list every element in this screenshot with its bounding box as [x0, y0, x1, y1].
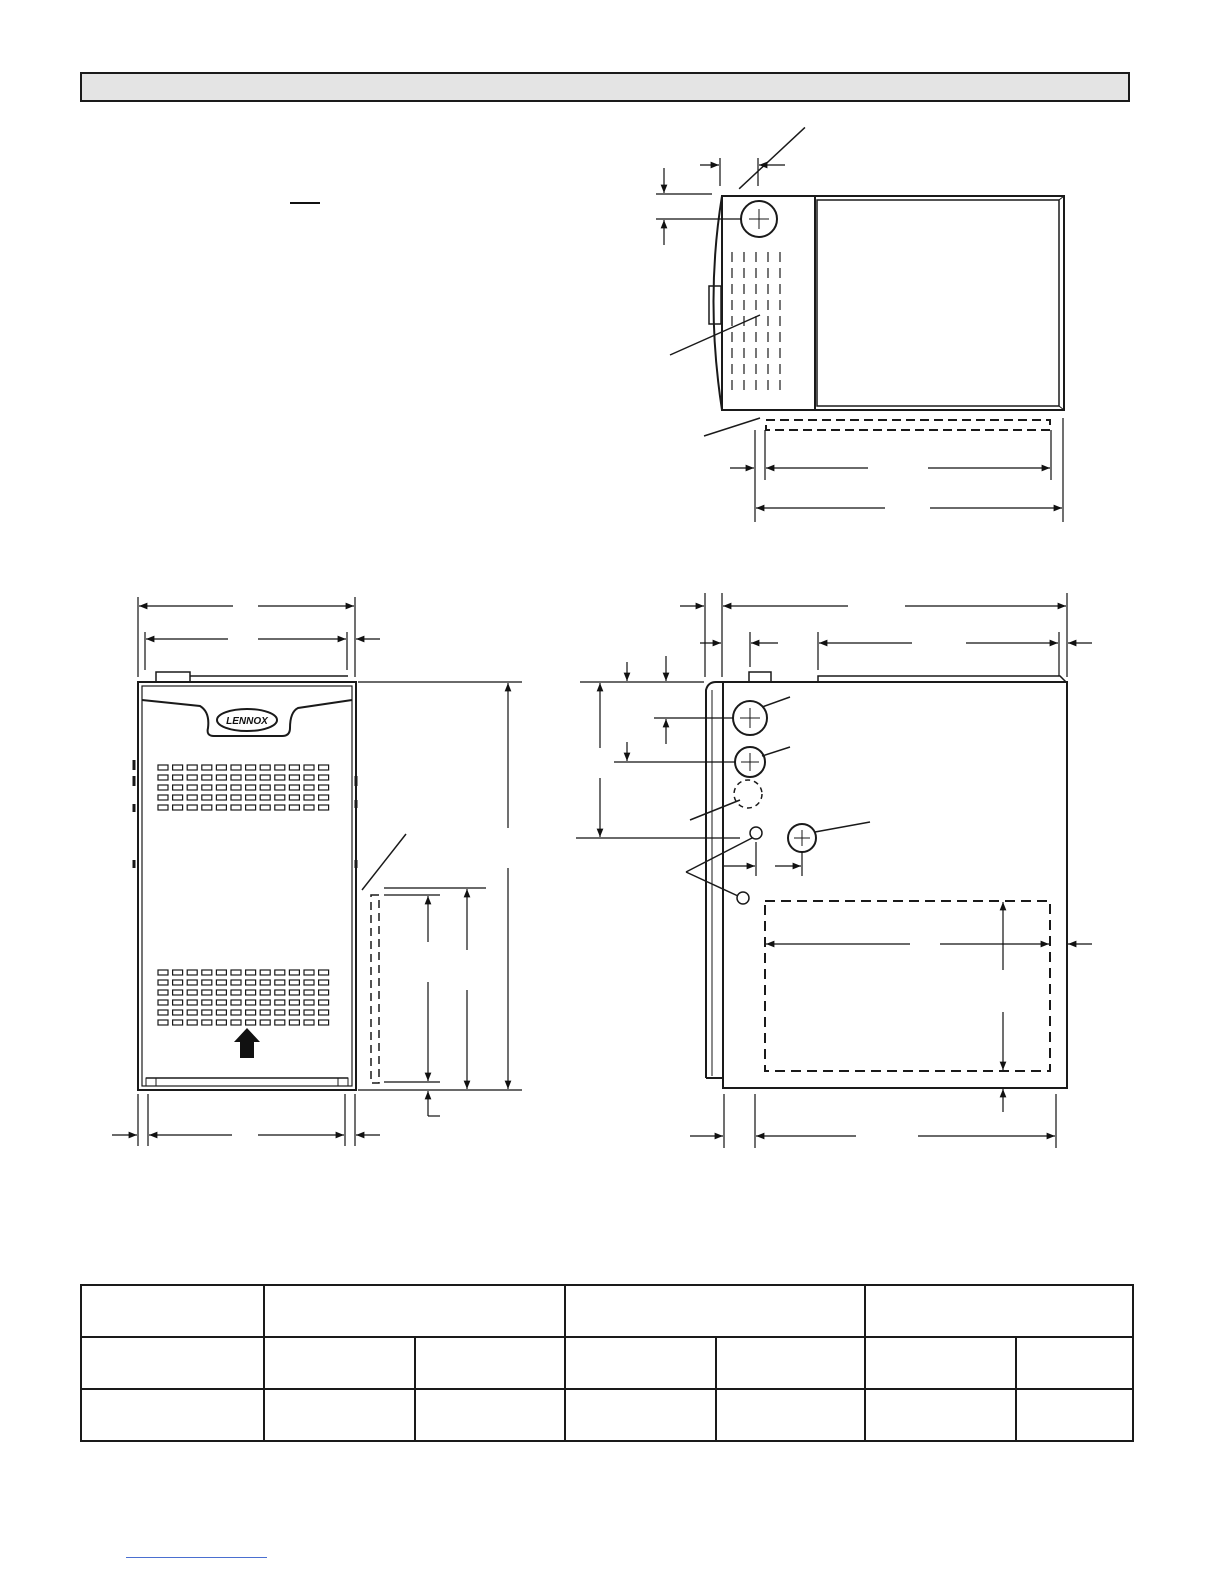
table-cell [865, 1389, 1016, 1441]
louver-slot [216, 970, 226, 975]
louver-slot [158, 1000, 168, 1005]
louver-slot [173, 970, 183, 975]
louver-slot [260, 795, 270, 800]
louver-slot [260, 970, 270, 975]
table-cell [264, 1285, 565, 1337]
front-lower-louvers [158, 970, 329, 1025]
side-view [686, 672, 1067, 1088]
louver-slot [158, 1020, 168, 1025]
louver-slot [289, 785, 299, 790]
louver-slot [275, 1010, 285, 1015]
table-cell [415, 1337, 565, 1389]
louver-slot [304, 765, 314, 770]
louver-slot [231, 970, 241, 975]
louver-slot [319, 1000, 329, 1005]
louver-slot [158, 980, 168, 985]
louver-slot [304, 805, 314, 810]
louver-slot [275, 1000, 285, 1005]
louver-slot [275, 805, 285, 810]
front-view [134, 672, 406, 1090]
louver-slot [319, 970, 329, 975]
louver-slot [216, 805, 226, 810]
louver-slot [289, 990, 299, 995]
lennox-logo-text: LENNOX [226, 716, 268, 727]
louver-slot [231, 1010, 241, 1015]
louver-slot [158, 805, 168, 810]
side-return-air-opening [765, 901, 1050, 1071]
louver-slot [319, 1020, 329, 1025]
louver-slot [275, 785, 285, 790]
dimension-table [80, 1284, 1134, 1442]
louver-slot [231, 775, 241, 780]
louver-slot [260, 990, 270, 995]
front-upper-louvers [158, 765, 329, 810]
table-row [81, 1337, 1133, 1389]
louver-slot [216, 795, 226, 800]
louver-slot [202, 805, 212, 810]
louver-slot [202, 980, 212, 985]
louver-slot [319, 990, 329, 995]
louver-slot [289, 1000, 299, 1005]
louver-slot [173, 980, 183, 985]
louver-slot [158, 785, 168, 790]
louver-slot [231, 805, 241, 810]
louver-slot [304, 775, 314, 780]
louver-slot [275, 775, 285, 780]
louver-slot [304, 795, 314, 800]
louver-slot [319, 765, 329, 770]
louver-slot [319, 1010, 329, 1015]
louver-slot [187, 795, 197, 800]
louver-slot [216, 990, 226, 995]
louver-slot [202, 1020, 212, 1025]
louver-slot [202, 785, 212, 790]
louver-slot [289, 805, 299, 810]
louver-slot [289, 1010, 299, 1015]
table-cell [81, 1389, 264, 1441]
louver-slot [216, 1010, 226, 1015]
louver-slot [202, 970, 212, 975]
louver-slot [275, 970, 285, 975]
louver-slot [187, 765, 197, 770]
louver-slot [173, 765, 183, 770]
louver-slot [187, 980, 197, 985]
louver-slot [304, 1000, 314, 1005]
louver-slot [246, 1010, 256, 1015]
table-cell [565, 1337, 716, 1389]
louver-slot [173, 805, 183, 810]
louver-slot [187, 1020, 197, 1025]
louver-slot [289, 970, 299, 975]
louver-slot [231, 990, 241, 995]
louver-slot [289, 765, 299, 770]
louver-slot [187, 1010, 197, 1015]
louver-slot [231, 1000, 241, 1005]
louver-slot [304, 1010, 314, 1015]
louver-slot [173, 795, 183, 800]
louver-slot [187, 805, 197, 810]
louver-slot [289, 1020, 299, 1025]
side-view-cabinet [723, 682, 1067, 1088]
front-view-dimensions [112, 597, 522, 1146]
louver-slot [187, 785, 197, 790]
louver-slot [158, 1010, 168, 1015]
table-row [81, 1285, 1133, 1337]
louver-slot [187, 1000, 197, 1005]
louver-slot [275, 795, 285, 800]
top-view-cabinet [722, 196, 1064, 410]
louver-slot [304, 990, 314, 995]
louver-slot [246, 970, 256, 975]
louver-slot [202, 765, 212, 770]
table-cell [865, 1337, 1016, 1389]
top-view-louvers [732, 252, 780, 390]
louver-slot [260, 765, 270, 770]
louver-slot [216, 765, 226, 770]
louver-slot [246, 785, 256, 790]
louver-slot [173, 1020, 183, 1025]
louver-slot [216, 980, 226, 985]
louver-slot [304, 970, 314, 975]
louver-slot [246, 1020, 256, 1025]
louver-slot [173, 775, 183, 780]
airflow-arrow-icon [234, 1028, 260, 1058]
table-row [81, 1389, 1133, 1441]
louver-slot [202, 990, 212, 995]
louver-slot [319, 805, 329, 810]
louver-slot [275, 990, 285, 995]
louver-slot [304, 980, 314, 985]
louver-slot [260, 1010, 270, 1015]
louver-slot [187, 970, 197, 975]
louver-slot [319, 775, 329, 780]
louver-slot [304, 785, 314, 790]
louver-slot [246, 990, 256, 995]
louver-slot [275, 980, 285, 985]
louver-slot [246, 795, 256, 800]
louver-slot [231, 795, 241, 800]
louver-slot [289, 980, 299, 985]
louver-slot [173, 990, 183, 995]
table-cell [565, 1389, 716, 1441]
louver-slot [231, 980, 241, 985]
louver-slot [319, 795, 329, 800]
louver-slot [246, 805, 256, 810]
side-return-opening-edge [371, 895, 379, 1083]
table-cell [264, 1389, 415, 1441]
louver-slot [246, 1000, 256, 1005]
louver-slot [158, 775, 168, 780]
electrical-inlet-opening [737, 892, 749, 904]
table-cell [1016, 1337, 1133, 1389]
top-view [670, 127, 1064, 436]
table-cell [1016, 1389, 1133, 1441]
louver-slot [319, 980, 329, 985]
louver-slot [231, 1020, 241, 1025]
louver-slot [319, 785, 329, 790]
louver-slot [158, 970, 168, 975]
top-view-dimensions [656, 158, 1063, 522]
louver-slot [158, 795, 168, 800]
louver-slot [173, 785, 183, 790]
louver-slot [246, 775, 256, 780]
louver-slot [202, 1010, 212, 1015]
louver-slot [158, 765, 168, 770]
table-cell [716, 1389, 865, 1441]
louver-slot [216, 1020, 226, 1025]
table-cell [81, 1285, 264, 1337]
louver-slot [173, 1010, 183, 1015]
table-cell [565, 1285, 865, 1337]
louver-slot [304, 1020, 314, 1025]
louver-slot [173, 1000, 183, 1005]
louver-slot [260, 1020, 270, 1025]
louver-slot [260, 785, 270, 790]
louver-slot [202, 1000, 212, 1005]
louver-slot [158, 990, 168, 995]
louver-slot [187, 775, 197, 780]
louver-slot [231, 785, 241, 790]
louver-slot [246, 765, 256, 770]
louver-slot [216, 1000, 226, 1005]
top-view-return-opening [766, 420, 1050, 430]
louver-slot [289, 775, 299, 780]
louver-slot [202, 775, 212, 780]
condensate-opening [750, 827, 762, 839]
louver-slot [275, 1020, 285, 1025]
louver-slot [216, 785, 226, 790]
table-cell [264, 1337, 415, 1389]
louver-slot [260, 775, 270, 780]
louver-slot [231, 765, 241, 770]
louver-slot [289, 795, 299, 800]
footer-link-underline[interactable] [126, 1557, 267, 1558]
table-cell [81, 1337, 264, 1389]
alternate-opening [734, 780, 762, 808]
louver-slot [275, 765, 285, 770]
louver-slot [260, 980, 270, 985]
louver-slot [216, 775, 226, 780]
louver-slot [202, 795, 212, 800]
table-cell [865, 1285, 1133, 1337]
louver-slot [260, 805, 270, 810]
table-cell [415, 1389, 565, 1441]
louver-slot [246, 980, 256, 985]
louver-slot [187, 990, 197, 995]
louver-slot [260, 1000, 270, 1005]
table-cell [716, 1337, 865, 1389]
